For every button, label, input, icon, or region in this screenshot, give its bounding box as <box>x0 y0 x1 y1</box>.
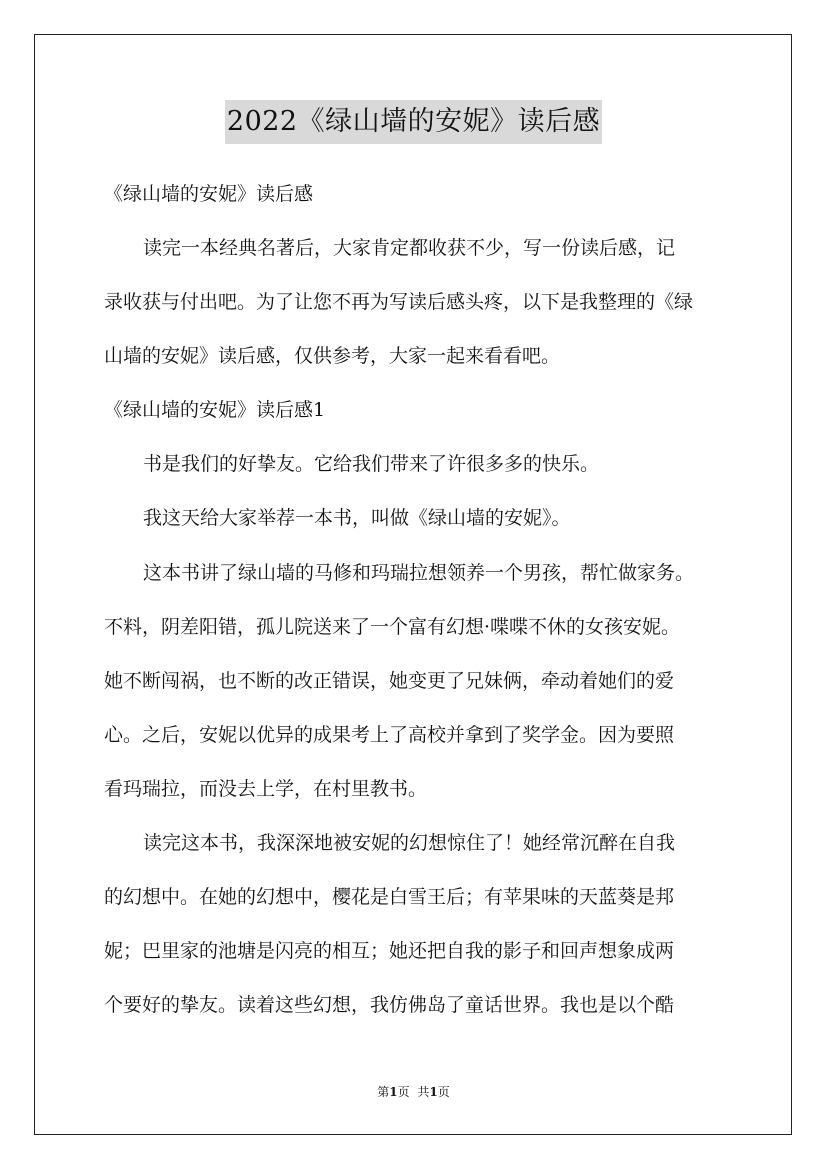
footer-page-suffix: 页 <box>397 1085 410 1099</box>
title-container <box>0 100 827 144</box>
paragraph-line: 录收获与付出吧。为了让您不再为写读后感头疼，以下是我整理的《绿 <box>104 291 694 313</box>
paragraph-line: 她不断闯祸，也不断的改正错误，她变更了兄妹俩，牵动着她们的爱 <box>104 670 675 692</box>
page-footer <box>0 1084 827 1100</box>
paragraph-line: 心。之后，安妮以优异的成果考上了高校并拿到了奖学金。因为要照 <box>104 724 675 746</box>
paragraph-line: 看玛瑞拉，而没去上学，在村里教书。 <box>104 778 428 800</box>
paragraph-line: 书是我们的好挚友。它给我们带来了许很多多的快乐。 <box>143 453 600 475</box>
section-heading: 《绿山墙的安妮》读后感 <box>104 183 314 205</box>
paragraph-line: 读完一本经典名著后，大家肯定都收获不少，写一份读后感，记 <box>143 237 676 259</box>
paragraph-line: 这本书讲了绿山墙的马修和玛瑞拉想领养一个男孩，帮忙做家务。 <box>143 562 695 584</box>
document-title: 2022《绿山墙的安妮》读后感 <box>225 100 602 144</box>
footer-total-number: 1 <box>429 1085 438 1099</box>
paragraph-line: 不料，阴差阳错，孤儿院送来了一个富有幻想·喋喋不休的女孩安妮。 <box>104 616 681 638</box>
paragraph-line: 我这天给大家举荐一本书，叫做《绿山墙的安妮》。 <box>143 507 571 529</box>
footer-total-prefix: 共 <box>417 1085 430 1099</box>
paragraph-line: 妮；巴里家的池塘是闪亮的相互；她还把自我的影子和回声想象成两 <box>104 940 675 962</box>
paragraph-line: 的幻想中。在她的幻想中，樱花是白雪王后；有苹果味的天蓝葵是邦 <box>104 886 675 908</box>
paragraph-line: 读完这本书，我深深地被安妮的幻想惊住了！她经常沉醉在自我 <box>143 832 676 854</box>
footer-page-prefix: 第 <box>377 1085 390 1099</box>
paragraph-line: 山墙的安妮》读后感，仅供参考，大家一起来看看吧。 <box>104 345 561 367</box>
footer-total-suffix: 页 <box>437 1085 450 1099</box>
footer-page-number: 1 <box>389 1085 398 1099</box>
paragraph-line: 个要好的挚友。读着这些幻想，我仿佛岛了童话世界。我也是以个酷 <box>104 994 675 1016</box>
section-heading: 《绿山墙的安妮》读后感1 <box>104 399 326 421</box>
